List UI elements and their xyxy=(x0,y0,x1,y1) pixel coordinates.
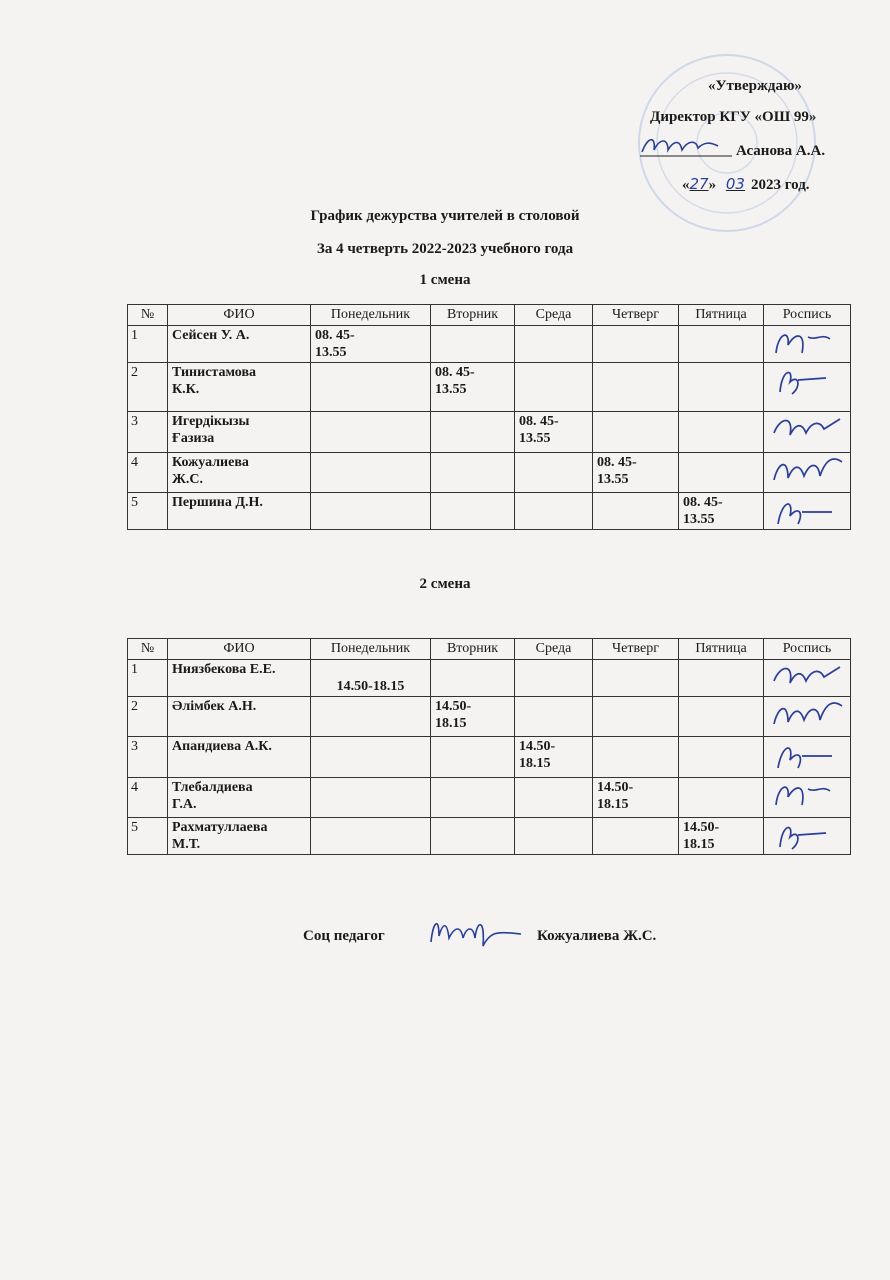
empty-cell xyxy=(679,453,764,493)
empty-cell xyxy=(593,660,679,697)
date-close-quote: » xyxy=(708,177,717,193)
signature-mark xyxy=(768,775,848,815)
signature-mark xyxy=(768,694,848,734)
signature-cell xyxy=(764,363,851,412)
teacher-name: Кожуалиева Ж.С. xyxy=(168,453,311,493)
table-row xyxy=(128,778,851,818)
empty-cell xyxy=(431,493,515,530)
empty-cell xyxy=(431,778,515,818)
signature-cell xyxy=(764,493,851,530)
row-number: 1 xyxy=(128,326,168,363)
signature-mark xyxy=(768,409,848,449)
empty-cell xyxy=(515,326,593,363)
duty-time: 08. 45- 13.55 xyxy=(311,326,431,363)
empty-cell xyxy=(311,493,431,530)
signature-mark xyxy=(768,815,848,855)
empty-cell xyxy=(431,818,515,855)
shift2-heading: 2 смена xyxy=(419,576,471,592)
column-header: Роспись xyxy=(764,639,851,660)
table-row xyxy=(128,493,851,530)
empty-cell xyxy=(593,363,679,412)
shift2-table xyxy=(127,638,851,855)
column-header: № xyxy=(128,305,168,326)
column-header: Среда xyxy=(515,305,593,326)
row-number: 4 xyxy=(128,453,168,493)
empty-cell xyxy=(593,818,679,855)
director-signature xyxy=(638,132,734,162)
duty-time: 08. 45- 13.55 xyxy=(431,363,515,412)
teacher-name: Тлебалдиева Г.А. xyxy=(168,778,311,818)
column-header: Среда xyxy=(515,639,593,660)
signature-mark xyxy=(768,734,848,774)
signature-cell xyxy=(764,453,851,493)
empty-cell xyxy=(311,737,431,778)
duty-time: 14.50- 18.15 xyxy=(679,818,764,855)
empty-cell xyxy=(515,493,593,530)
teacher-name: Апандиева А.К. xyxy=(168,737,311,778)
empty-cell xyxy=(679,697,764,737)
signature-cell xyxy=(764,326,851,363)
footer-name: Кожуалиева Ж.С. xyxy=(537,928,657,944)
signature-mark xyxy=(768,450,848,490)
empty-cell xyxy=(311,697,431,737)
signature-cell xyxy=(764,660,851,697)
signature-mark xyxy=(768,360,848,400)
teacher-name: Першина Д.Н. xyxy=(168,493,311,530)
column-header: Вторник xyxy=(431,639,515,660)
table-row xyxy=(128,660,851,697)
empty-cell xyxy=(593,737,679,778)
column-header: Пятница xyxy=(679,639,764,660)
signature-mark xyxy=(768,490,848,530)
column-header: Четверг xyxy=(593,639,679,660)
table-row xyxy=(128,453,851,493)
duty-time: 14.50- 18.15 xyxy=(431,697,515,737)
empty-cell xyxy=(593,412,679,453)
table-row xyxy=(128,697,851,737)
column-header: № xyxy=(128,639,168,660)
duty-time: 14.50- 18.15 xyxy=(593,778,679,818)
row-number: 2 xyxy=(128,697,168,737)
document-subtitle: За 4 четверть 2022-2023 учебного года xyxy=(316,241,574,257)
footer-signature xyxy=(425,912,525,952)
approval-line1: «Утверждаю» xyxy=(708,78,802,94)
signature-cell xyxy=(764,412,851,453)
empty-cell xyxy=(431,326,515,363)
row-number: 2 xyxy=(128,363,168,412)
duty-time: 14.50- 18.15 xyxy=(515,737,593,778)
signature-cell xyxy=(764,778,851,818)
empty-cell xyxy=(311,778,431,818)
table-row xyxy=(128,412,851,453)
row-number: 3 xyxy=(128,737,168,778)
empty-cell xyxy=(311,818,431,855)
teacher-name: Ниязбекова Е.Е. xyxy=(168,660,311,697)
empty-cell xyxy=(515,453,593,493)
shift1-table xyxy=(127,304,851,530)
signature-mark xyxy=(768,657,848,697)
signature-cell xyxy=(764,818,851,855)
column-header: Понедельник xyxy=(311,639,431,660)
table-row xyxy=(128,326,851,363)
column-header: Роспись xyxy=(764,305,851,326)
empty-cell xyxy=(431,737,515,778)
row-number: 5 xyxy=(128,818,168,855)
approval-date xyxy=(682,175,810,194)
empty-cell xyxy=(515,818,593,855)
signature-cell xyxy=(764,737,851,778)
empty-cell xyxy=(431,453,515,493)
teacher-name: Рахматуллаева М.Т. xyxy=(168,818,311,855)
empty-cell xyxy=(515,778,593,818)
empty-cell xyxy=(311,453,431,493)
duty-time: 08. 45- 13.55 xyxy=(593,453,679,493)
approval-director-name: Асанова А.А. xyxy=(736,143,826,159)
row-number: 4 xyxy=(128,778,168,818)
empty-cell xyxy=(593,697,679,737)
date-month: 03 xyxy=(725,175,745,193)
date-year: 2023 год. xyxy=(750,177,810,193)
row-number: 1 xyxy=(128,660,168,697)
teacher-name: Игердікызы Ғазиза xyxy=(168,412,311,453)
signature-cell xyxy=(764,697,851,737)
empty-cell xyxy=(679,363,764,412)
teacher-name: Тинистамова К.К. xyxy=(168,363,311,412)
document-title: График дежурства учителей в столовой xyxy=(310,208,580,224)
duty-time: 14.50-18.15 xyxy=(311,660,431,697)
teacher-name: Сейсен У. А. xyxy=(168,326,311,363)
footer-role: Соц педагог xyxy=(303,928,385,944)
column-header: Четверг xyxy=(593,305,679,326)
column-header: Вторник xyxy=(431,305,515,326)
empty-cell xyxy=(593,493,679,530)
column-header: Понедельник xyxy=(311,305,431,326)
empty-cell xyxy=(311,363,431,412)
empty-cell xyxy=(431,660,515,697)
empty-cell xyxy=(515,660,593,697)
table-row xyxy=(128,363,851,412)
row-number: 3 xyxy=(128,412,168,453)
empty-cell xyxy=(679,326,764,363)
empty-cell xyxy=(593,326,679,363)
shift1-heading: 1 смена xyxy=(419,272,471,288)
signature-mark xyxy=(768,323,848,363)
empty-cell xyxy=(679,778,764,818)
table-row xyxy=(128,737,851,778)
empty-cell xyxy=(515,697,593,737)
date-open-quote: « xyxy=(682,177,690,193)
column-header: ФИО xyxy=(168,639,311,660)
column-header: ФИО xyxy=(168,305,311,326)
empty-cell xyxy=(515,363,593,412)
date-day: 27 xyxy=(689,175,709,193)
duty-time: 08. 45- 13.55 xyxy=(515,412,593,453)
empty-cell xyxy=(679,660,764,697)
approval-line2: Директор КГУ «ОШ 99» xyxy=(650,109,817,125)
row-number: 5 xyxy=(128,493,168,530)
duty-time: 08. 45- 13.55 xyxy=(679,493,764,530)
empty-cell xyxy=(311,412,431,453)
table-row xyxy=(128,818,851,855)
empty-cell xyxy=(679,412,764,453)
empty-cell xyxy=(431,412,515,453)
teacher-name: Әлімбек А.Н. xyxy=(168,697,311,737)
empty-cell xyxy=(679,737,764,778)
column-header: Пятница xyxy=(679,305,764,326)
